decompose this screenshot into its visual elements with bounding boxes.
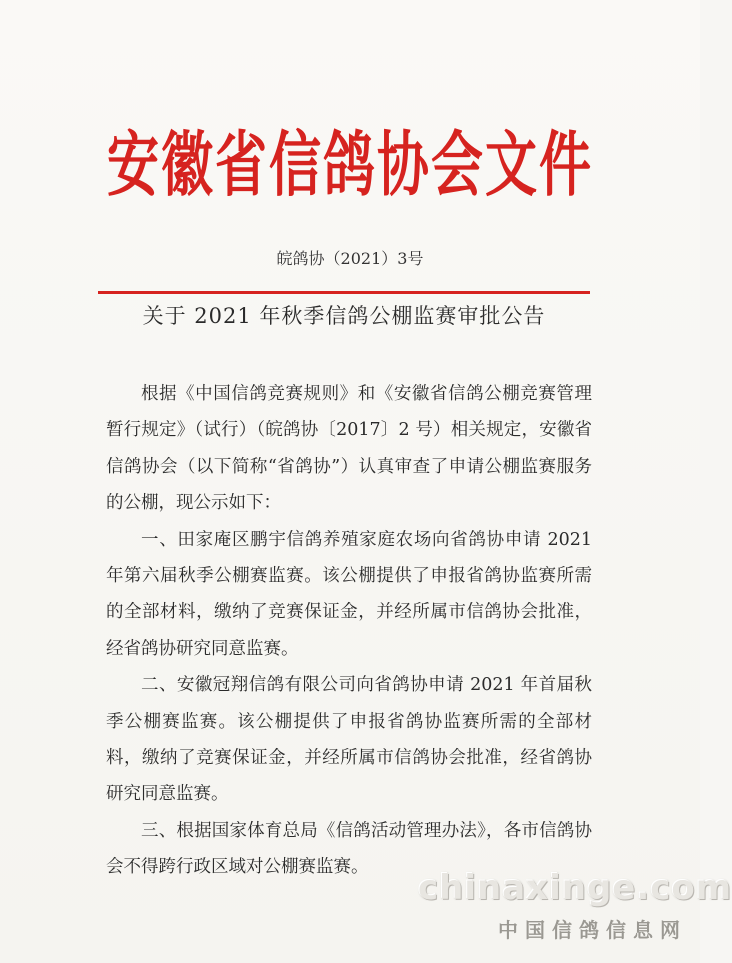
body-paragraph-intro: 根据《中国信鸽竞赛规则》和《安徽省信鸽公棚竞赛管理暂行规定》（试行）（皖鸽协〔2017〕2 号）相关规定，安徽省信鸽协会（以下简称“省鸽协”）认真审查了申请公棚监赛服务的公棚，现公示如下： [106, 384, 592, 514]
body-paragraph-item-1: 一、田家庵区鹏宇信鸽养殖家庭农场向省鸽协申请 2021 年第六届秋季公棚赛监赛。该公棚提供了申报省鸽协监赛所需的全部材料，缴纳了竞赛保证金，并经所属市信鸽协会批准，经省鸽协研究同意监赛。 [106, 529, 592, 659]
site-watermark-cn: 中国信鸽信息网 [498, 918, 687, 942]
red-divider-line [98, 291, 590, 294]
site-watermark: chinaxinge.com [418, 868, 732, 908]
body-paragraph-item-2: 二、安徽冠翔信鸽有限公司向省鸽协申请 2021 年首届秋季公棚赛监赛。该公棚提供了申报省鸽协监赛所需的全部材料，缴纳了竞赛保证金，并经所属市信鸽协会批准，经省鸽协研究同意监赛。 [106, 675, 592, 805]
document-number: 皖鸽协（2021）3号 [276, 249, 424, 268]
document-subject: 关于 2021 年秋季信鸽公棚监赛审批公告 [142, 304, 546, 328]
body-paragraph-item-3: 三、根据国家体育总局《信鸽活动管理办法》，各市信鸽协会不得跨行政区域对公棚赛监赛。 [106, 820, 592, 878]
document-body [106, 376, 592, 886]
document-header-title: 安徽省信鸽协会文件 [106, 124, 593, 207]
